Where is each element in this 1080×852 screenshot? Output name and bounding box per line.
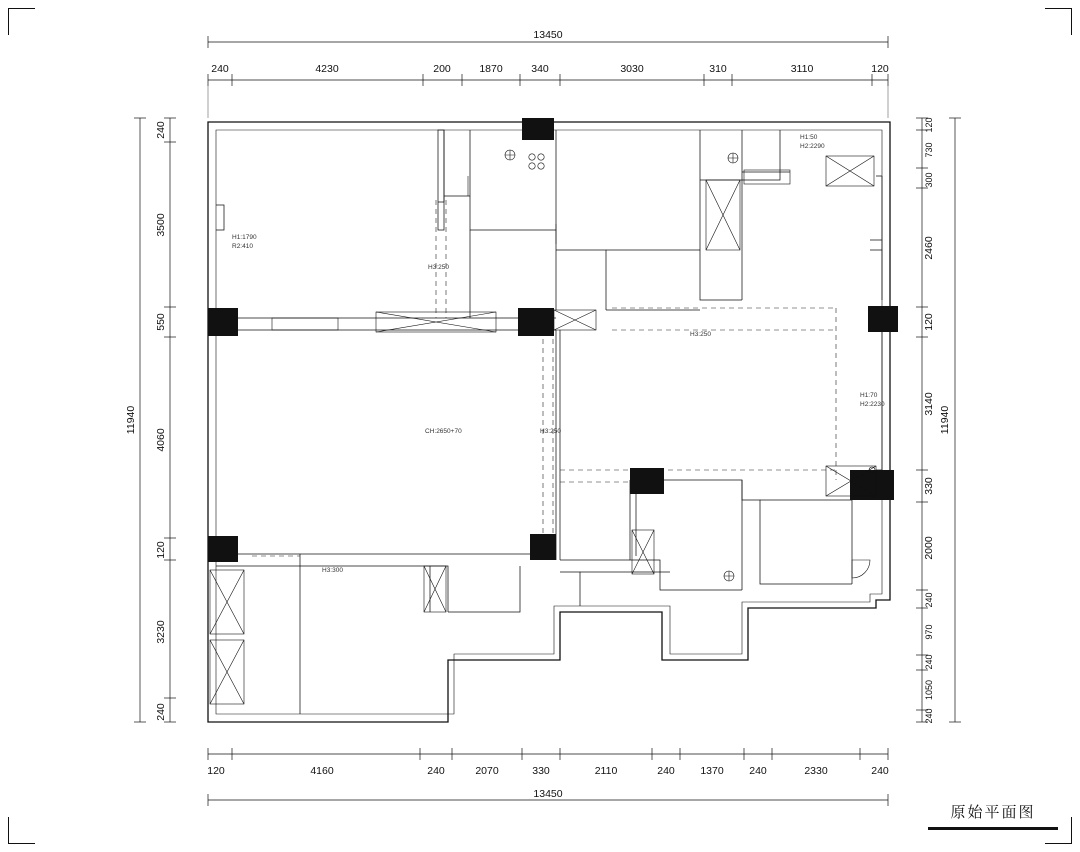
fixture-symbols [505,150,875,581]
dim-top-6: 3030 [620,63,644,75]
dim-left-6: 3230 [155,620,167,644]
title-block [928,801,1058,830]
interior-partitions [216,130,882,714]
dim-left-7: 240 [155,703,167,721]
dim-bot-2: 4160 [310,765,334,777]
annotation-h3-300: H3:300 [322,567,343,574]
wall-inner-face [216,130,882,714]
dim-top-total: 13450 [533,29,563,41]
annotation-h2-2230: H2:2230 [860,401,885,408]
annotation-ch-2650: CH:2650+70 [425,428,462,435]
dim-right-9: 240 [924,592,934,608]
dim-right-10: 970 [924,624,934,640]
dim-bot-4: 2070 [475,765,499,777]
dim-top-7: 310 [709,63,727,75]
annotation-h3-250-b: H3:250 [690,331,711,338]
dim-right-2: 730 [924,142,934,158]
dim-left-5: 120 [155,541,167,559]
dim-top-5: 340 [531,63,549,75]
dim-left-3: 550 [155,313,167,331]
dim-bot-5: 330 [532,765,550,777]
annotation-h1-1790: H1:1790 [232,234,257,241]
dim-bot-1: 120 [207,765,225,777]
dim-left-1: 240 [155,121,167,139]
dim-bot-11: 240 [871,765,889,777]
dim-right-4: 2460 [923,236,935,260]
dimension-labels [125,29,951,800]
bottom-dimension-chain [208,748,888,760]
dim-bot-3: 240 [427,765,445,777]
dim-bottom-total: 13450 [533,788,563,800]
dim-right-1: 120 [924,117,934,133]
dim-left-4: 4060 [155,428,167,452]
dim-bot-6: 2110 [594,765,618,777]
dashed-beam-lines [252,200,836,560]
door-swing-symbols [468,176,870,578]
dim-right-5: 120 [923,313,935,331]
dim-top-9: 120 [871,63,889,75]
plan-annotations [232,134,885,574]
dim-left-total: 11940 [125,405,137,435]
dim-top-8: 3110 [790,63,814,75]
annotation-r2-410: R2:410 [232,243,253,250]
dim-top-4: 1870 [479,63,503,75]
annotation-h3-250-a: H3:250 [428,264,449,271]
dim-right-3: 300 [924,172,934,188]
dim-right-7: 330 [923,477,935,495]
annotation-h1-50: H1:50 [800,134,818,141]
title-underline [928,827,1058,830]
top-extension-lines [208,86,888,118]
dim-right-total: 11940 [939,405,951,435]
annotation-h2-2290: H2:2290 [800,143,825,150]
dim-bot-7: 240 [657,765,675,777]
drawing-title: 原始平面图 [950,804,1036,821]
dim-top-3: 200 [433,63,451,75]
top-dimension-chain [208,74,888,86]
dim-right-8: 2000 [923,536,935,560]
dim-bot-10: 2330 [804,765,828,777]
wall-outline [208,122,890,722]
dim-right-12: 1050 [924,679,934,701]
annotation-h3-250-c: H3:250 [540,428,561,435]
dim-left-2: 3500 [155,213,167,237]
annotation-h1-70: H1:70 [860,392,878,399]
dim-right-6: 3140 [923,392,935,416]
dim-bot-8: 1370 [700,765,724,777]
dim-top-1: 240 [211,63,229,75]
dim-right-11: 240 [924,654,934,670]
dim-bot-9: 240 [749,765,767,777]
dim-right-13: 240 [924,708,934,724]
dim-top-2: 4230 [315,63,339,75]
